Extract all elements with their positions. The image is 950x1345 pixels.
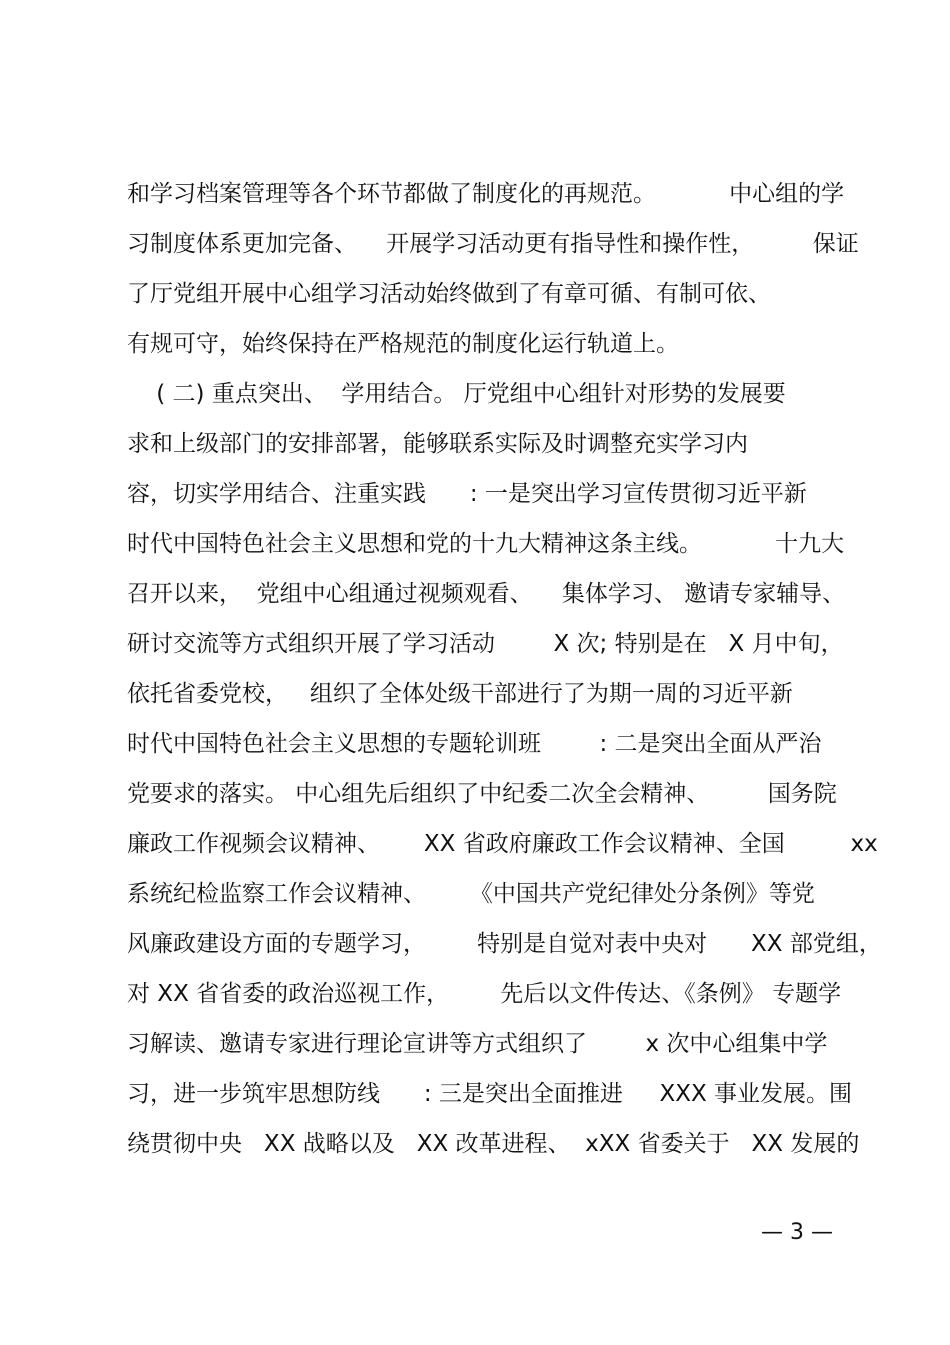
text-line: 时代中国特色社会主义思想和党的十九大精神这条主线。 十九大: [127, 531, 845, 557]
text-line: 召开以来， 党组中心组通过视频观看、 集体学习、 邀请专家辅导、: [127, 581, 846, 607]
text-line: 绕贯彻中央 XX 战略以及 XX 改革进程、 xXX 省委关于 XX 发展的: [127, 1131, 860, 1157]
text-line: 习制度体系更加完备、 开展学习活动更有指导性和操作性， 保证: [127, 231, 859, 257]
text-line: 时代中国特色社会主义思想的专题轮训班 : 二是突出全面从严治: [127, 731, 822, 757]
text-line: 研讨交流等方式组织开展了学习活动 X 次; 特别是在 X 月中旬，: [127, 631, 844, 657]
text-line: 求和上级部门的安排部署，能够联系实际及时调整充实学习内: [127, 431, 748, 457]
text-line: 容，切实学用结合、注重实践 : 一是突出学习宣传贯彻习近平新: [127, 481, 807, 507]
text-line: 习解读、邀请专家进行理论宣讲等方式组织了 x 次中心组集中学: [127, 1031, 828, 1057]
text-line: 系统纪检监察工作会议精神、 《中国共产党纪律处分条例》等党: [127, 881, 815, 907]
text-line: 了厅党组开展中心组学习活动始终做到了有章可循、有制可依、: [127, 281, 771, 307]
text-line: 风廉政建设方面的专题学习， 特别是自觉对表中央对 XX 部党组，: [127, 931, 882, 957]
text-line: 廉政工作视频会议精神、 XX 省政府廉政工作会议精神、全国 xx: [127, 831, 878, 857]
text-line: 和学习档案管理等各个环节都做了制度化的再规范。 中心组的学: [127, 181, 845, 207]
text-line: 党要求的落实。 中心组先后组织了中纪委二次全会精神、 国务院: [127, 781, 837, 807]
text-line: 对 XX 省省委的政治巡视工作， 先后以文件传达、《条例》 专题学: [127, 981, 842, 1007]
section-heading-line: ( 二) 重点突出、 学用结合。 厅党组中心组针对形势的发展要: [127, 381, 786, 407]
text-line: 有规可守，始终保持在严格规范的制度化运行轨道上。: [127, 331, 679, 357]
page-number: — 3 —: [761, 1220, 833, 1245]
text-line: 依托省委党校， 组织了全体处级干部进行了为期一周的习近平新: [127, 681, 793, 707]
text-line: 习，进一步筑牢思想防线 : 三是突出全面推进 XXX 事业发展。围: [127, 1081, 853, 1107]
